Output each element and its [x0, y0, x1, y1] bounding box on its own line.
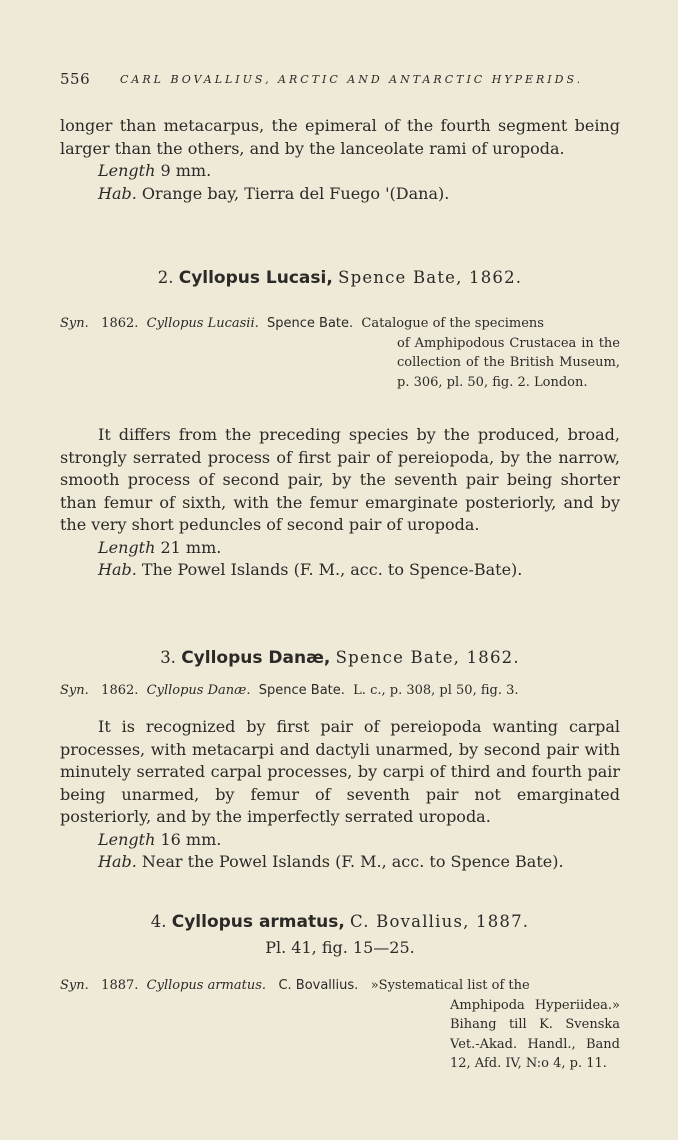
species-number: 2. [157, 268, 174, 287]
syn-year: 1862. [101, 316, 139, 331]
length-label: Length [98, 829, 156, 849]
habitat-line [60, 851, 620, 874]
length-value: 9 mm. [160, 161, 212, 180]
species-name: Cyllopus Lucasi, [178, 268, 333, 288]
page-number: 556 [60, 70, 91, 88]
syn-ref-rest: Amphipoda Hyperiidea.» Bihang till K. Svenska Vet.-Akad. Handl., Band 12, Afd. IV, N:o 4, p. 11. [450, 997, 620, 1071]
species-author: Spence Bate, 1862. [335, 648, 520, 667]
syn-name: Cyllopus Danæ. [146, 683, 251, 698]
syn-ref-first: »Systematical list of the [370, 978, 530, 993]
length-line [60, 537, 620, 560]
synonymy-lead [60, 976, 620, 996]
running-title: CARL BOVALLIUS, ARCTIC AND ANTARCTIC HYPERIDS. [120, 73, 584, 86]
syn-year: 1887. [101, 978, 139, 993]
species-number: 4. [150, 912, 167, 931]
length-value: 16 mm. [160, 829, 222, 849]
species-heading-4 [60, 912, 620, 932]
syn-label: Syn. [60, 978, 89, 993]
syn-author: Spence Bate. [258, 683, 345, 698]
syn-label: Syn. [60, 683, 89, 698]
species-name: Cyllopus armatus, [171, 912, 345, 932]
hab-label: Hab. [98, 183, 137, 203]
running-header [60, 70, 620, 92]
syn-author: C. Bovallius. [278, 978, 359, 993]
species-author: C. Bovallius, 1887. [350, 912, 530, 931]
hab-value: Near the Powel Islands (F. M., acc. to Spence Bate). [141, 852, 564, 871]
syn-name: Cyllopus armatus. [146, 978, 267, 993]
plate-reference: Pl. 41, fig. 15—25. [265, 938, 415, 957]
species-name: Cyllopus Danæ, [181, 648, 331, 668]
hab-label: Hab. [98, 560, 137, 579]
species-heading-2 [60, 268, 620, 288]
synonymy-lead [60, 314, 620, 334]
length-label: Length [98, 161, 156, 180]
syn-ref-first: Catalogue of the specimens [361, 316, 544, 331]
species-author: Spence Bate, 1862. [338, 268, 523, 287]
synonymy-3 [60, 681, 620, 701]
description-text: It differs from the preceding species by the produced, broad, strongly serrated process of first pair of pereiopoda, by the narrow, smooth process of second pair, by the seventh pair being shorter than femur of sixth, with the femur emarginate posteriorly, and by the very short peduncles of second pair of uropoda. [60, 425, 620, 534]
syn-author: Spence Bate. [267, 316, 354, 331]
synonymy-2 [60, 314, 620, 409]
species-heading-3 [60, 648, 620, 668]
intro-block [60, 115, 620, 205]
syn-year: 1862. [101, 683, 139, 698]
species-number: 3. [160, 648, 176, 667]
synonymy-4 [60, 976, 620, 1096]
habitat-line [60, 559, 620, 582]
length-line [60, 829, 620, 852]
syn-ref-first: L. c., p. 308, pl 50, fig. 3. [353, 683, 519, 698]
syn-label: Syn. [60, 316, 89, 331]
description-text: It is recognized by first pair of pereiopoda wanting carpal processes, with metacarpi and dactyli unarmed, by second pair with minutely serrated carpal processes, by carpi of third and fourth pair being unarmed, by femur of seventh pair not emarginated posteriorly, and by the imperfectly serrated uropoda. [60, 717, 620, 826]
syn-name: Cyllopus Lucasii. [146, 316, 259, 331]
intro-text: longer than metacarpus, the epimeral of the fourth segment being larger than the others, and by the lanceolate rami of uropoda. [60, 116, 620, 158]
synonymy-lead [60, 681, 620, 701]
syn-ref-rest: of Amphipodous Crustacea in the collection of the British Museum, p. 306, pl. 50, fig. 2. London. [397, 335, 620, 390]
length-value: 21 mm. [160, 537, 222, 557]
description-2 [60, 424, 620, 582]
hab-value: Orange bay, Tierra del Fuego '(Dana). [141, 183, 450, 203]
intro-length [60, 160, 620, 183]
intro-habitat [60, 183, 620, 206]
description-3 [60, 716, 620, 874]
length-label: Length [98, 537, 156, 557]
hab-value: The Powel Islands (F. M., acc. to Spence-Bate). [141, 560, 523, 579]
hab-label: Hab. [98, 852, 137, 871]
